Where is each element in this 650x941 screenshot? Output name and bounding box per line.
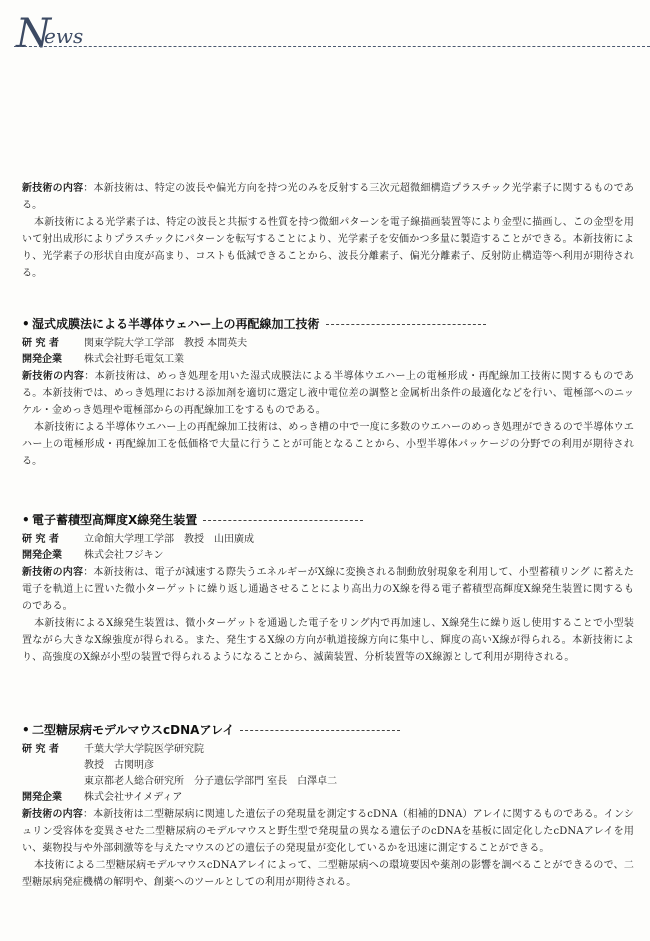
intro-paragraph-1: 新技術の内容：本新技術は、特定の波長や偏光方向を持つ光のみを反射する三次元超微細構造プラスチック光学素子に関するものである。: [22, 183, 634, 211]
intro-paragraph-2: 本新技術による光学素子は、特定の波長と共振する性質を持つ微細パターンを電子線描画装置等により金型に描画し、この金型を用いて射出成形によりプラスチックにパターンを転写することにより、光学素子を安価かつ多量に製造することができる。本新技術により、光学素子の形状自由度が高まり、コストも低減できることから、波長分離素子、偏光分離素子、反射防止構造等へ利用が期待される。: [22, 217, 634, 279]
researcher-row-2: 教授 古関明彦: [84, 760, 154, 771]
content-paragraph-2: 本新技術によるX線発生装置は、微小ターゲットを通過した電子をリング内で再加速し、X線発生に繰り返し使用することで小型装置ながら大きなX線強度が得られる。また、発生するX線の方向が軌道接線方向に集中し、輝度の高いX線が得られる。本新技術により、高強度のX線が小型の装置で得られるようになることから、滅菌装置、分析装置等のX線源として利用が期待される。: [22, 618, 634, 663]
header-divider: [14, 46, 650, 47]
article-heading: • 二型糖尿病モデルマウスcDNAアレイ: [22, 722, 634, 738]
researcher-row-3: 東京都老人総合研究所 分子遺伝学部門 室長 白澤卓二: [84, 776, 338, 787]
content-paragraph-1: 新技術の内容：本新技術は二型糖尿病に関連した遺伝子の発現量を測定するcDNA（相補的DNA）アレイに関するものである。インシュリン受容体を変異させた二型糖尿病のモデルマウスと野生型で発現量の異なる遺伝子のcDNAを基板に固定化したcDNAアレイを用い、薬物投与や外部刺激等を与えたマウスのどの遺伝子の発現量が変化しているかを迅速に測定することができる。: [22, 809, 635, 854]
researcher-row: 研 究 者 関東学院大学工学部 教授 本間英夫: [22, 338, 248, 349]
news-header: [0, 0, 650, 60]
content-label: 新技術の内容: [22, 183, 84, 194]
company-row: 開発企業 株式会社野毛電気工業: [22, 354, 184, 365]
intro-section: [22, 180, 634, 282]
heading-rule: [203, 520, 363, 521]
news-logo-rest: ews: [44, 24, 84, 48]
researcher-row: 研 究 者 立命館大学理工学部 教授 山田廣成: [22, 534, 254, 545]
article-section-2: [22, 512, 634, 666]
article-heading: • 湿式成膜法による半導体ウェハー上の再配線加工技術: [22, 316, 634, 332]
content-paragraph-1: 新技術の内容：本新技術は、めっき処理を用いた湿式成膜法による半導体ウエハー上の電極形成・再配線加工技術に関するものである。本新技術では、めっき処理における添加剤を適切に選定し液中電位差の調整と金属析出条件の最適化などを行い、電極部へのニッケル・金めっき処理や電極部からの再配線加工をするものである。: [22, 371, 634, 416]
company-row: 開発企業 株式会社サイメディア: [22, 792, 183, 803]
heading-rule: [240, 730, 400, 731]
bullet-icon: •: [22, 513, 30, 527]
bullet-icon: •: [22, 723, 30, 737]
article-section-3: [22, 722, 634, 891]
article-heading: • 電子蓄積型高輝度X線発生装置: [22, 512, 634, 528]
article-section-1: [22, 316, 634, 470]
researcher-row: 研 究 者 千葉大学大学院医学研究院: [22, 744, 204, 755]
company-row: 開発企業 株式会社フジキン: [22, 550, 164, 561]
news-logo-initial: N: [16, 11, 51, 57]
content-paragraph-2: 本新技術による半導体ウエハー上の再配線加工技術は、めっき槽の中で一度に多数のウエハーのめっき処理ができるので半導体ウエハー上の電極形成・再配線加工を低価格で大量に行うことが可能となることから、小型半導体パッケージの分野での利用が期待される。: [22, 422, 634, 467]
content-paragraph-2: 本技術による二型糖尿病モデルマウスcDNAアレイによって、二型糖尿病への環境要因や薬剤の影響を調べることができるので、二型糖尿病発症機構の解明や、創薬へのツールとしての利用が期待される。: [22, 860, 634, 888]
bullet-icon: •: [22, 317, 30, 331]
content-paragraph-1: 新技術の内容：本新技術は、電子が減速する際失うエネルギーがX線に変換される制動放射現象を利用して、小型蓄積リング に蓄えた電子を軌道上に置いた微小ターゲットに繰り返し通過させることにより高出力のX線を得る電子蓄積型高輝度X線発生装置に関するものである。: [22, 567, 634, 612]
heading-rule: [326, 324, 486, 325]
